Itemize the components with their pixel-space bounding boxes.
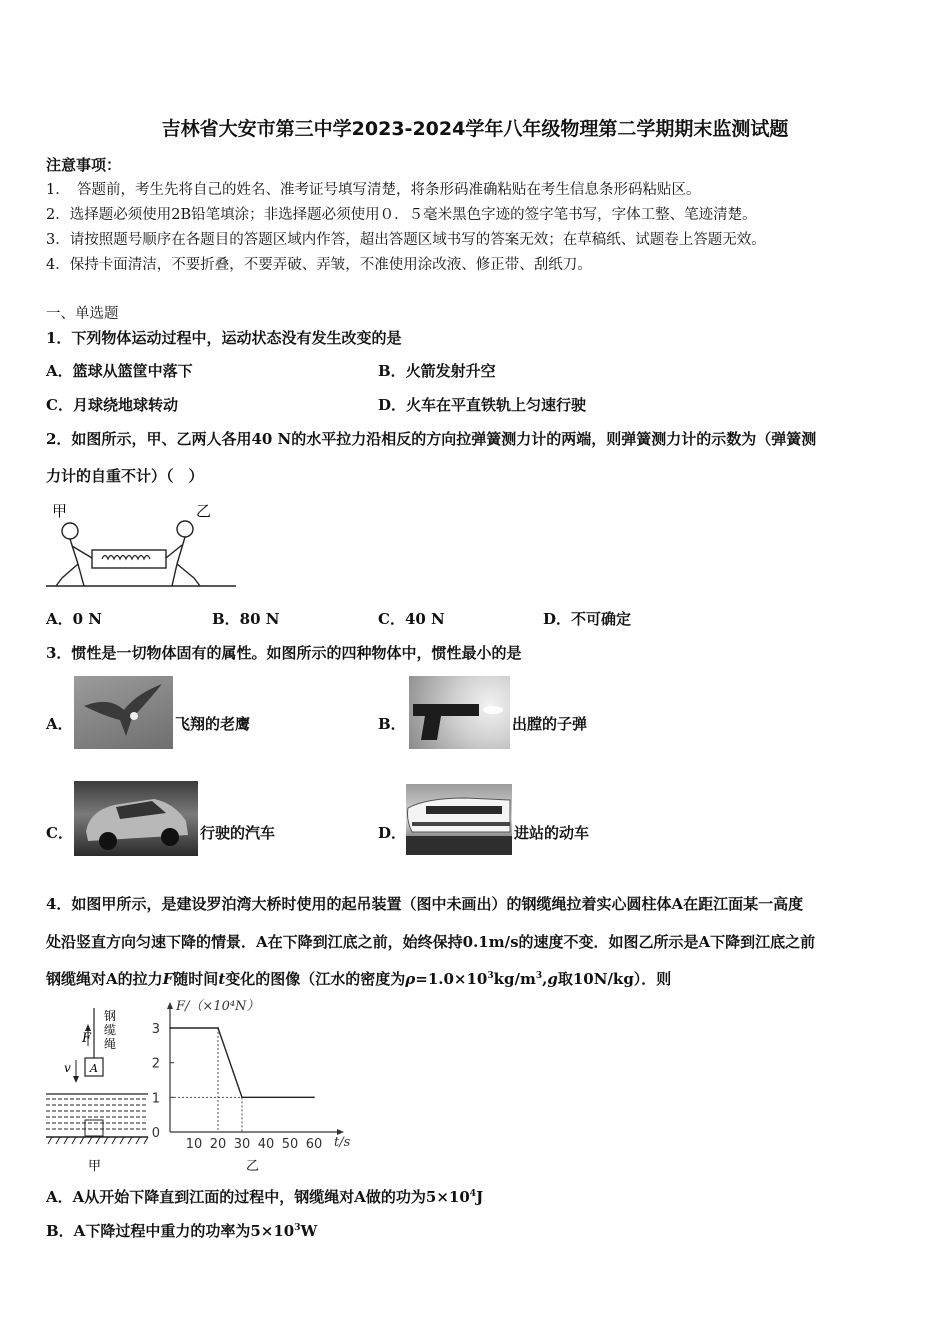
q3-option-c-letter: C． [46,824,73,842]
car-image [74,781,198,856]
x-tick-label: 50 [281,1137,299,1152]
rope-label-3: 绳 [104,1037,117,1051]
x-tick-label: 40 [257,1137,275,1152]
velocity-label: v [64,1061,71,1075]
x-tick-label: 60 [305,1137,323,1152]
q4-figure-jia [44,1006,156,1176]
y-tick-label: 3 [152,1022,160,1037]
section-heading: 一、单选题 [46,306,119,322]
q4-stem-line1: 4．如图甲所示，是建设罗泊湾大桥时使用的起吊装置（图中未画出）的钢缆绳拉着实心圆柱体A在距江面某一高度 [46,895,804,913]
q4-stem-line3: 钢缆绳对A的拉力F随时间t变化的图像（江水的密度为$\rho=1.0\times 10^3kg/m^3,g$取10N/kg）．则 [46,970,672,988]
q2-option-b: B．80 N [212,610,280,628]
notice-item: 2．选择题必须使用2B铅笔填涂；非选择题必须使用０．５毫米黑色字迹的签字笔书写，字体工整、笔迹清楚。 [46,207,757,223]
q4-option-b: B．A下降过程中重力的功率为$5\times 10^3W$ [46,1222,318,1240]
bullet-image [409,676,510,749]
q3-option-b-text: 出膛的子弹 [512,715,588,733]
y-tick-label: 2 [152,1056,160,1072]
data-point [169,1027,171,1029]
x-tick-label: 10 [185,1137,203,1152]
data-point [217,1027,219,1029]
eagle-image [74,676,173,749]
y-axis-arrow [167,1002,173,1009]
eagle-icon [74,676,173,749]
q1-option-d: D．火车在平直铁轨上匀速行驶 [378,396,587,414]
notice-item: 4．保持卡面清洁，不要折叠，不要弄破、弄皱，不准使用涂改液、修正带、刮纸刀。 [46,257,592,273]
pistol-icon [409,676,510,749]
q1-option-b: B．火箭发射升空 [378,362,496,380]
chart-x-title: t/s [334,1135,351,1150]
fig-label-jia: 甲 [52,502,68,520]
notice-item: 1． 答题前，考生先将自己的姓名、准考证号填写清楚，将条形码准确粘贴在考生信息条形码粘贴区。 [46,182,701,198]
block-a-label: A [90,1062,98,1075]
q1-option-a: A．篮球从篮筐中落下 [46,362,193,380]
series-line [170,1028,314,1097]
y-tick-label: 1 [152,1091,160,1107]
x-tick-label: 30 [233,1137,251,1152]
q3-option-d-text: 进站的动车 [514,824,590,842]
notice-heading: 注意事项： [46,156,122,174]
q3-option-b-letter: B． [378,715,406,733]
fig-label-yi: 乙 [196,502,212,520]
train-icon [406,784,512,855]
q2-spring-figure [44,498,238,590]
q2-stem-line1: 2．如图所示，甲、乙两人各用40 N的水平拉力沿相反的方向拉弹簧测力计的两端，则弹簧测力计的示数为（弹簧测 [46,430,817,448]
q2-stem-line2: 力计的自重不计）（ ） [46,467,204,485]
force-time-chart [152,994,364,1178]
chart-y-title: F/（×10⁴N） [176,999,260,1014]
q4-option-a: A．A从开始下降直到江面的过程中，钢缆绳对A做的功为$5\times 10^4J$ [46,1188,484,1206]
q3-option-c-text: 行驶的汽车 [200,824,276,842]
q1-option-c: C．月球绕地球转动 [46,396,178,414]
q1-stem: 1．下列物体运动过程中，运动状态没有发生改变的是 [46,329,402,347]
page-title: 吉林省大安市第三中学2023-2024学年八年级物理第二学期期末监测试题 [161,118,789,140]
data-point [241,1097,243,1099]
car-icon [74,781,198,856]
y-tick-label: 0 [152,1126,160,1141]
notice-item: 3．请按照题号顺序在各题目的答题区域内作答，超出答题区域书写的答案无效；在草稿纸、试题卷上答题无效。 [46,232,766,248]
fig-yi-label: 乙 [246,1159,260,1174]
q3-option-a-text: 飞翔的老鹰 [175,715,251,733]
q3-stem: 3．惯性是一切物体固有的属性。如图所示的四种物体中，惯性最小的是 [46,644,522,662]
rope-label-1: 钢 [104,1009,117,1023]
q2-option-d: D．不可确定 [543,610,632,628]
fig-jia-label: 甲 [88,1159,102,1174]
q4-stem-line2: 处沿竖直方向匀速下降的情景．A在下降到江底之前，始终保持0.1m/s的速度不变．如图乙所示是A下降到江底之前 [46,933,816,951]
q2-option-c: C．40 N [378,610,445,628]
q3-option-a-letter: A． [46,715,73,733]
data-point [313,1097,315,1099]
q3-option-d-letter: D． [378,824,407,842]
train-image [406,784,512,855]
force-label: F [82,1031,92,1046]
rope-label-2: 缆 [104,1023,117,1037]
x-tick-label: 20 [209,1137,227,1152]
q2-option-a: A．0 N [46,610,103,628]
